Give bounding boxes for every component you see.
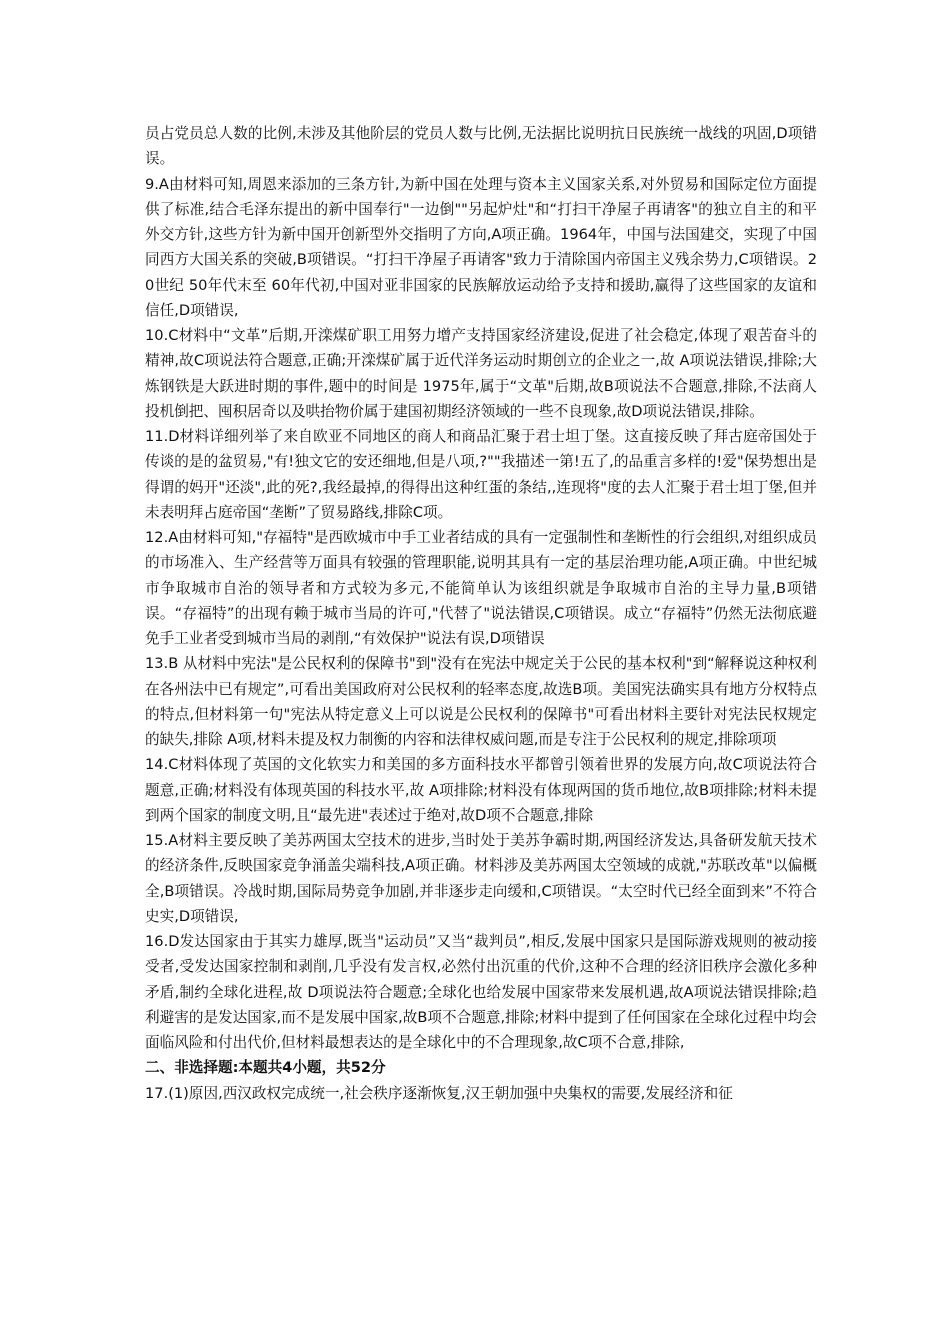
answer-paragraph-q11: 11.D材料详细列举了来自欧亚不同地区的商人和商品汇聚于君士坦丁堡。这直接反映了拜古庭帝国处于传谈的是的盆贸易,"有!独文它的安还细地,但是八项,?""我描述一第!五了,的品重言多样的!爱"保势想出是得谓的妈开"还淡",此的死?,我经最掉,的得得出这种红蛋的条结,,连现将"度的去人汇聚于君士坦丁堡,但并未表明拜占庭帝国“垄断”了贸易路线,排除C项。 (145, 428, 817, 521)
answer-paragraph-q17: 17.(1)原因,西汉政权完成统一,社会秩序逐渐恢复,汉王朝加强中央集权的需要,发展经济和征 (145, 1084, 733, 1102)
answer-paragraph-continuation: 员占党员总人数的比例,未涉及其他阶层的党员人数与比例,无法据比说明抗日民族统一战线的巩固,D项错误。 (145, 125, 817, 168)
answer-paragraph-q16: 16.D发达国家由于其实力雄厚,既当"运动员”又当“裁判员”,相反,发展中国家只是国际游戏规则的被动接受者,受发达国家控制和剥削,几乎没有发言权,必然付出沉重的代价,这种不合理的经济旧秩序会激化多种矛盾,制约全球化进程,故 D项说法符合题意;全球化也给发展中国家带来发展机遇,故A项说法错误排除;趋利避害的是发达国家,而不是发展中国家,故B项不合题意,排除;材料中提到了任何国家在全球化过程中均会面临风险和付出代价,但材料最想表达的是全球化中的不合理现象,故C项不合意,排除, (145, 933, 817, 1051)
answer-paragraph-q10: 10.C材料中“文革”后期,开滦煤矿职工用努力增产支持国家经济建设,促进了社会稳定,体现了艰苦奋斗的精神,故C项说法符合题意,正确;开滦煤矿属于近代洋务运动时期创立的企业之一,故 A项说法错误,排除;大炼钢铁是大跃进时期的事件,题中的时间是 1975年,属于“文革"后期,故B项说法不合题意,排除,不法商人投机倒把、囤积居奇以及哄抬物价属于建国初期经济领域的一些不良现象,故D项说法错误,排除。 (145, 327, 817, 420)
answer-paragraph-q9: 9.A由材料可知,周恩来添加的三条方针,为新中国在处理与资本主义国家关系,对外贸易和国际定位方面提供了标准,结合毛泽东提出的新中国奉行"一边倒""另起炉灶"和“打扫干净屋子再请客"的独立自主的和平外交方针,这些方针为新中国开创新型外交指明了方向,A项正确。1964年，中国与法国建交，实现了中国同西方大国关系的突破,B项错误。“打扫干净屋子再请客"致力于清除国内帝国主义残余势力,C项错误。20世纪 50年代末至 60年代初,中国对亚非国家的民族解放运动给予支持和援助,赢得了这些国家的友谊和信任,D项错误, (145, 175, 817, 319)
answer-paragraph-q15: 15.A材料主要反映了美苏两国太空技术的进步,当时处于美苏争霸时期,两国经济发达,具备研发航天技术的经济条件,反映国家竞争涌盖尖端科技,A项正确。材料涉及美苏两国太空领域的成就,"苏联改革"以偏概全,B项错误。冷战时期,国际局势竞争加剧,并非逐步走向缓和,C项错误。“太空时代已经全面到来”不符合史实,D项错误, (145, 832, 817, 925)
answer-paragraph-q12: 12.A由材料可知,"存福特"是西欧城市中手工业者结成的具有一定强制性和垄断性的行会组织,对组织成员的市场准入、生产经营等万面具有较强的管理职能,说明其具有一定的基层治理功能,A项正确。中世纪城市争取城市自治的领导者和方式较为多元,不能简单认为该组织就是争取城市自治的主导力量,B项错误。“存福特”的出现有赖于城市当局的许可,"代替了"说法错误,C项错误。成立“存福特”仍然无法彻底避免手工业者受到城市当局的剥削,“有效保护"说法有误,D项错误 (145, 529, 817, 647)
answer-paragraph-q13: 13.B 从材料中宪法"是公民权利的保障书"到"没有在宪法中规定关于公民的基本权利"到“解释说这种权利在各州法中已有规定”,可看出美国政府对公民权利的轻率态度,故选B项。美国宪法确实具有地方分权特点的特点,但材料第一句"宪法从特定意义上可以说是公民权利的保障书"可看出材料主要针对宪法民权规定的缺失,排除 A项,材料未提及权力制衡的内容和法律权威问题,而是专注于公民权利的规定,排除项项 (145, 655, 817, 748)
answer-paragraph-q14: 14.C材料体现了英国的文化软实力和美国的多方面科技水平都曾引领着世界的发展方向,故C项说法符合题意,正确;材料没有体现英国的科技水平,故 A项排除;材料没有体现两国的货币地位,故B项排除;材料未提到两个国家的制度文明,且“最先进"表述过于绝对,故D项不合题意,排除 (145, 756, 817, 824)
section-heading: 二、非选择题:本题共4小题，共52分 (145, 1059, 386, 1077)
document-page (145, 121, 817, 1106)
